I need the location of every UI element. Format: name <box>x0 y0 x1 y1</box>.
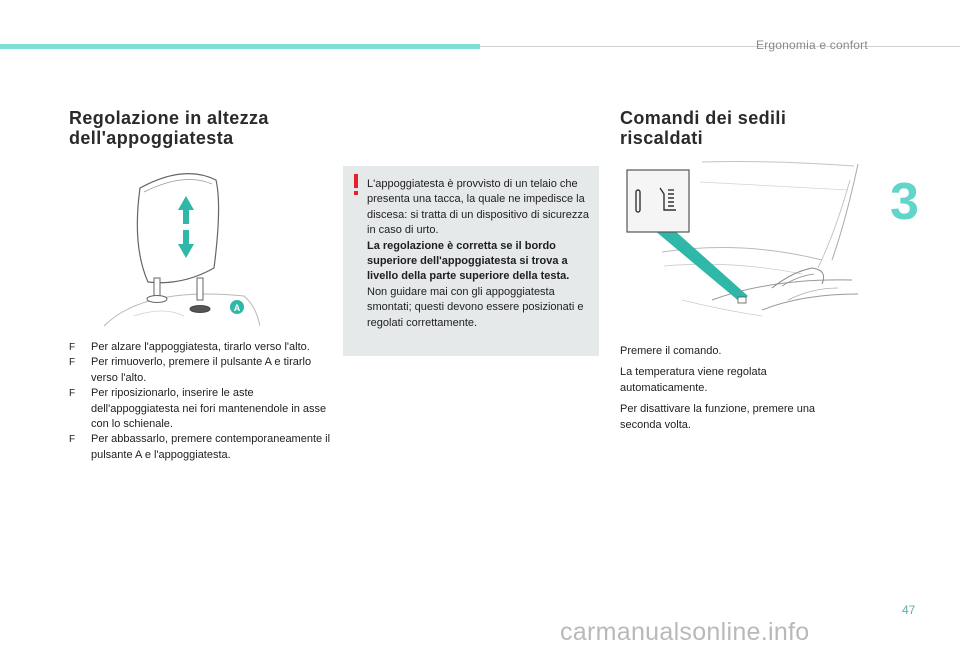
bullet-text: Per riposizionarlo, inserire le aste dell'appoggiatesta nei fori mantenendole in asse con lo schienale. <box>91 387 327 431</box>
paragraph: Premere il comando. <box>620 345 722 357</box>
warning-text: L'appoggiatesta è provvisto di un telaio che presenta una tacca, la quale ne impedisce la discesa: si tratta di un dispositivo di sicurezza in caso di urto. <box>367 178 589 237</box>
heated-seat-illustration <box>622 160 862 326</box>
page-number: 47 <box>902 603 916 617</box>
list-item <box>69 386 331 432</box>
warning-bold-text: La regolazione è corretta se il bordo superiore dell'appoggiatesta si trova a livello della parte superiore della testa. <box>367 239 570 283</box>
section-header: Ergonomia e confort <box>756 38 868 52</box>
heated-seats-title: Comandi dei sedili riscaldati <box>620 108 787 148</box>
bullet-marker: F <box>69 357 76 369</box>
bullet-text: Per rimuoverlo, premere il pulsante A e tirarlo verso l'alto. <box>91 356 312 384</box>
headrest-title: Regolazione in altezza dell'appoggiatesta <box>69 108 269 148</box>
warning-icon <box>354 174 358 188</box>
paragraph: La temperatura viene regolata automaticamente. <box>620 366 767 394</box>
headrest-instructions <box>69 340 331 463</box>
header-accent-bar <box>0 44 480 49</box>
bullet-marker: F <box>69 388 76 400</box>
paragraph: Per disattivare la funzione, premere una seconda volta. <box>620 403 816 431</box>
heated-seats-instructions <box>620 344 840 439</box>
list-item <box>69 340 331 355</box>
list-item <box>69 355 331 386</box>
header-rule <box>480 46 960 47</box>
chapter-number: 3 <box>890 173 919 231</box>
button-a-label: A <box>233 303 241 313</box>
watermark: carmanualsonline.info <box>560 618 810 646</box>
bullet-text: Per abbassarlo, premere contemporaneamente il pulsante A e l'appoggiatesta. <box>91 433 331 461</box>
headrest-illustration <box>104 166 260 334</box>
warning-box <box>343 166 599 356</box>
warning-text-2: Non guidare mai con gli appoggiatesta smontati; questi devono essere posizionati e regolati correttamente. <box>367 285 584 329</box>
list-item <box>69 432 331 463</box>
bullet-marker: F <box>69 434 76 446</box>
bullet-text: Per alzare l'appoggiatesta, tirarlo verso l'alto. <box>91 341 310 353</box>
bullet-marker: F <box>69 342 76 353</box>
